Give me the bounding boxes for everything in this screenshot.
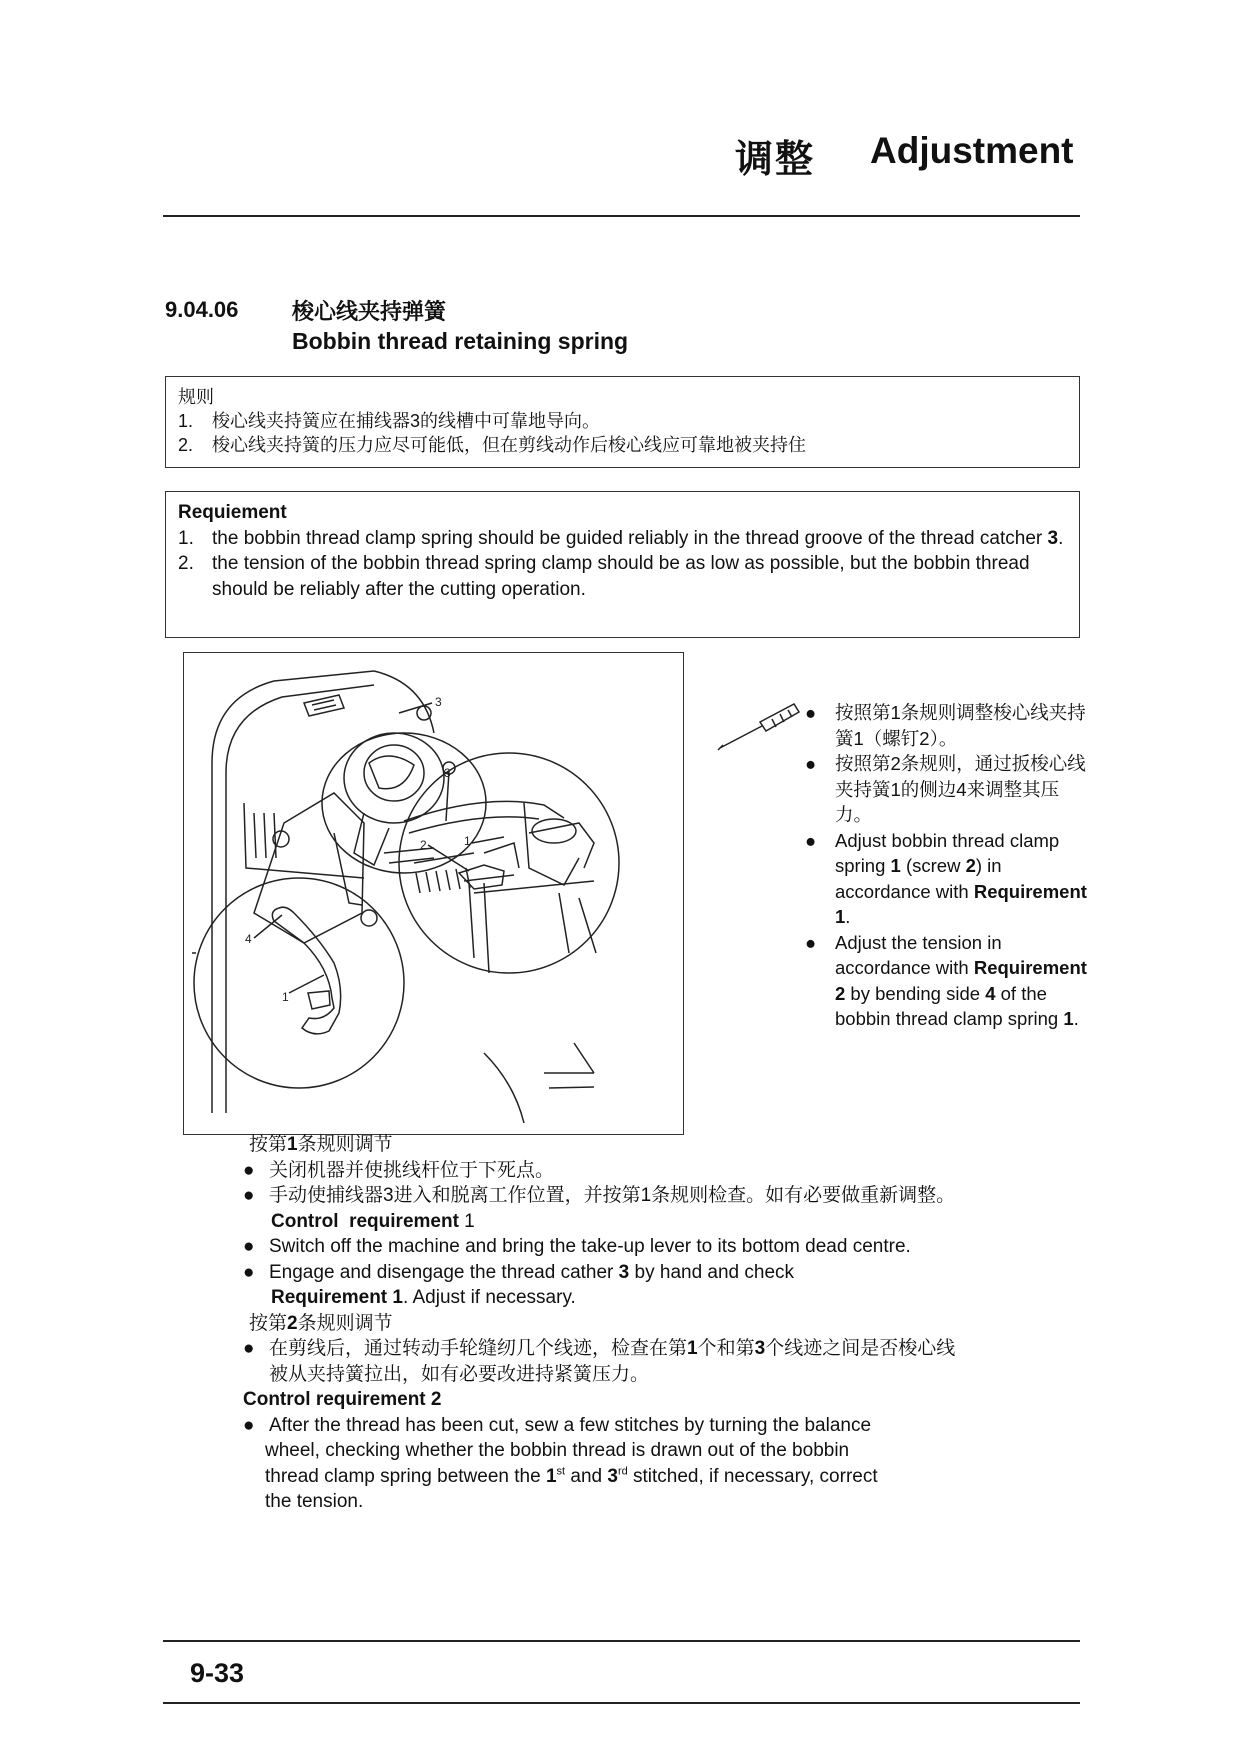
note-text: Adjust the tension in accordance with <box>835 931 1002 978</box>
bullet-icon: ● <box>243 1185 255 1206</box>
note-text: of the bobbin thread clamp spring <box>835 982 1064 1029</box>
note-bold: Requirement 2 <box>835 957 1087 1004</box>
step-bold: 3 <box>754 1338 766 1359</box>
step-bold: 3 <box>618 1261 630 1283</box>
header-title-en: Adjustment <box>870 130 1074 171</box>
side-note-cn <box>803 700 1093 751</box>
item-text: 梭心线夹持簧的压力应尽可能低，但在剪线动作后梭心线应可靠地被夹持住 <box>212 435 806 455</box>
note-text: . <box>845 906 851 927</box>
step1-control-label <box>243 1209 1093 1235</box>
note-text: (screw <box>900 855 966 876</box>
screwdriver-icon <box>716 700 800 754</box>
step2-en-line <box>243 1464 1093 1490</box>
step2-en-line: the tension. <box>265 1491 364 1512</box>
step-text: and <box>565 1465 608 1487</box>
item-text: 梭心线夹持簧应在捕线器3的线槽中可靠地导向。 <box>212 411 601 431</box>
step2-heading-cn <box>243 1311 1093 1337</box>
bullet-icon: ● <box>243 1236 255 1257</box>
rules-en-heading: Requiement <box>178 502 287 523</box>
rules-cn-heading: 规则 <box>178 387 214 407</box>
side-note-cn <box>803 751 1093 828</box>
step-bold: 3 <box>607 1465 618 1487</box>
figure-label: 3 <box>444 766 451 780</box>
section-title-en: Bobbin thread retaining spring <box>292 328 629 354</box>
heading-text: 按第 <box>249 1134 288 1155</box>
step-text: . Adjust if necessary. <box>402 1287 576 1308</box>
step1-en-item <box>243 1234 1093 1260</box>
note-bold: 4 <box>985 982 996 1004</box>
note-bold: 1 <box>1063 1008 1074 1029</box>
rules-en-item <box>178 551 1067 602</box>
step2-en-line: wheel, checking whether the bobbin thread is drawn out of the bobbin <box>265 1440 850 1461</box>
side-notes <box>803 700 1093 1032</box>
item-number: 1. <box>178 411 194 431</box>
rules-en-item <box>178 526 1067 552</box>
step-text: stitched, if necessary, correct <box>627 1465 878 1487</box>
heading-bold: 1 <box>287 1134 298 1155</box>
rules-cn-item <box>178 409 1067 433</box>
note-text: 按照第1条规则调整梭心线夹持簧1（螺钉2）。 <box>835 702 1086 749</box>
footer-rule-bottom <box>163 1702 1080 1704</box>
side-note-en <box>803 930 1093 1032</box>
step-text: Engage and disengage the thread cather <box>269 1261 619 1283</box>
step-bold: Requirement 1 <box>271 1287 403 1308</box>
bullet-icon: ● <box>243 1261 255 1283</box>
section-number: 9.04.06 <box>165 297 239 322</box>
heading-text: 按第 <box>249 1312 288 1334</box>
step-text: thread clamp spring between the <box>265 1465 546 1487</box>
header-title-cn: 调整 <box>735 139 816 181</box>
item-number: 2. <box>178 435 194 455</box>
note-text: by bending side <box>845 982 986 1004</box>
step2-cn-item-cont: 被从夹持簧拉出，如有必要改进持紧簧压力。 <box>269 1363 650 1385</box>
item-text: the tension of the bobbin thread spring clamp should be as low as possible, but the bobbin thread should be reliably after the cutting operation. <box>212 553 1030 600</box>
bullet-icon: ● <box>805 829 817 851</box>
step-text: After the thread has been cut, sew a few stitches by turning the balance <box>269 1414 872 1436</box>
step-text: 在剪线后，通过转动手轮缝纫几个线迹，检查在第 <box>269 1338 688 1359</box>
item-number: 2. <box>178 553 194 574</box>
note-text: Adjust bobbin thread clamp spring <box>835 829 1060 876</box>
side-note-en <box>803 828 1093 930</box>
step-text: 关闭机器并使挑线杆位于下死点。 <box>269 1159 555 1181</box>
step1-heading-cn <box>243 1132 1093 1158</box>
item-text: the bobbin thread clamp spring should be guided reliably in the thread groove of the thread catcher <box>212 527 1048 549</box>
section-title-cn: 梭心线夹持弹簧 <box>292 299 447 324</box>
bullet-icon: ● <box>243 1159 255 1181</box>
step-text: 个线迹之间是否梭心线 <box>765 1338 956 1359</box>
bullet-icon: ● <box>243 1338 255 1359</box>
rules-en-box <box>165 491 1080 638</box>
item-text: . <box>1058 527 1064 549</box>
ordinal-suffix: rd <box>617 1465 628 1478</box>
control-bold: Control requirement <box>271 1210 459 1232</box>
control-text: 1 <box>458 1210 475 1232</box>
step-bold: 1 <box>545 1465 557 1487</box>
note-bold: Requirement 1 <box>835 880 1087 927</box>
step1-cn-item <box>243 1158 1093 1184</box>
step1-en-item <box>243 1260 1093 1286</box>
step2-control-label: Control requirement 2 <box>243 1389 442 1410</box>
step-bold: 1 <box>687 1338 698 1359</box>
procedure-steps <box>243 1132 1093 1515</box>
step1-cn-item <box>243 1183 1093 1209</box>
ordinal-suffix: st <box>556 1465 566 1478</box>
note-text: 按照第2条规则，通过扳梭心线夹持簧1的侧边4来调整其压力。 <box>835 753 1086 825</box>
bullet-icon: ● <box>805 931 817 953</box>
machine-drawing <box>184 653 682 1133</box>
rules-cn-item <box>178 433 1067 457</box>
bullet-icon: ● <box>805 753 817 774</box>
note-text: . <box>1073 1008 1079 1029</box>
bullet-icon: ● <box>243 1414 255 1436</box>
item-number: 1. <box>178 527 194 549</box>
note-bold: 1 <box>890 855 901 876</box>
figure-label: 4 <box>245 932 252 946</box>
step-text: by hand and check <box>629 1261 795 1283</box>
heading-bold: 2 <box>287 1312 298 1334</box>
note-bold: 2 <box>965 855 976 876</box>
item-bold: 3 <box>1047 527 1059 549</box>
figure-label: 1 <box>282 990 289 1004</box>
step-text: 手动使捕线器3进入和脱离工作位置，并按第1条规则检查。如有必要做重新调整。 <box>269 1185 956 1206</box>
heading-text: 条规则调节 <box>297 1134 393 1155</box>
step-text: 个和第 <box>697 1338 755 1359</box>
header-rule <box>163 215 1080 217</box>
figure-label: 1 <box>464 834 471 848</box>
figure-label: 3 <box>435 695 442 709</box>
step2-cn-item <box>243 1336 1093 1362</box>
step-text: Switch off the machine and bring the take-up lever to its bottom dead centre. <box>269 1236 911 1257</box>
rules-cn-box <box>165 376 1080 468</box>
figure-label: 2 <box>420 838 427 852</box>
page-number: 9-33 <box>190 1658 245 1688</box>
bobbin-spring-illustration <box>183 652 684 1135</box>
note-text: ) in accordance with <box>835 855 1002 902</box>
heading-text: 条规则调节 <box>297 1312 393 1334</box>
bullet-icon: ● <box>805 702 817 723</box>
step1-en-item-cont <box>243 1285 1093 1311</box>
footer-rule-top <box>163 1640 1080 1642</box>
step2-en-item <box>243 1413 1093 1439</box>
